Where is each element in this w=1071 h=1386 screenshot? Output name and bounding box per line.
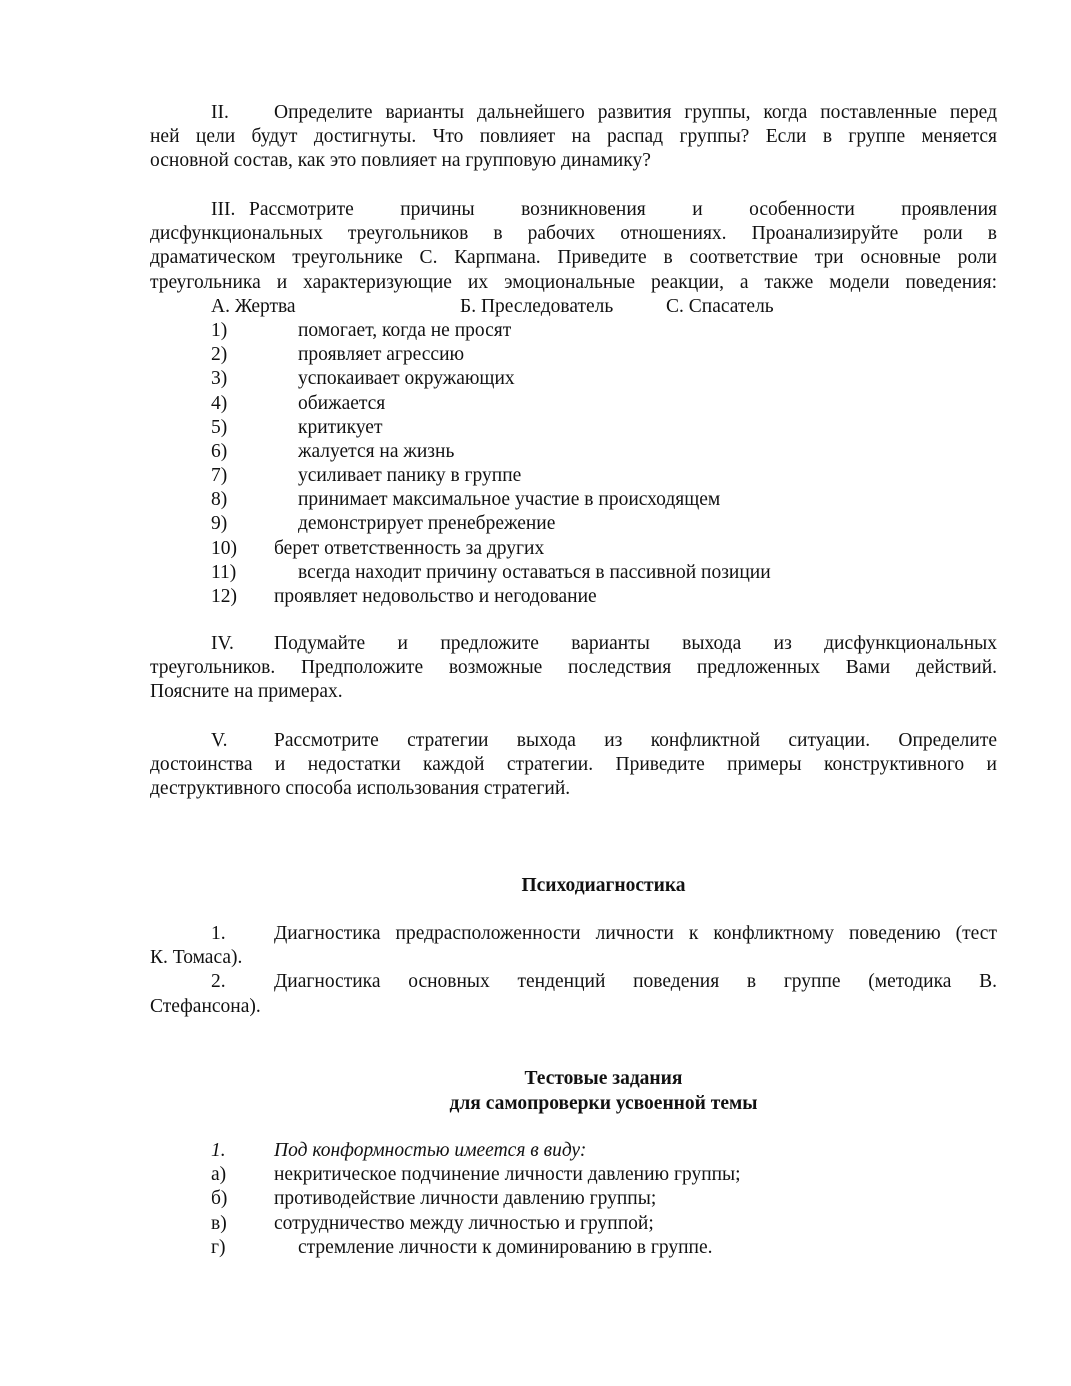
section-ii-text-1: Определите варианты дальнейшего развития группы, когда поставленные перед [274,102,997,123]
section-iii-text-3: драматическом треугольнике С. Карпмана. Приведите в соответствие три основные роли [150,247,997,269]
behavior-item-text: берет ответственность за других [274,537,545,559]
section-iii [150,198,997,609]
behavior-item [150,343,997,367]
section-ii-text-2: ней цели будут достигнуты. Что повлияет на распад группы? Если в группе меняется [150,126,997,148]
behavior-item-number: 10) [211,537,237,559]
tests-question [150,1139,997,1260]
section-v-line-1 [150,729,997,753]
behavior-item [150,440,997,464]
behavior-item-text: жалуется на жизнь [298,440,455,462]
psychodiagnostics-heading: Психодиагностика [521,875,686,896]
behavior-item-number: 7) [211,465,228,487]
answer-option [150,1236,997,1260]
behavior-item-text: критикует [298,416,383,438]
section-iii-text-4: треугольника и характеризующие их эмоциональные реакции, а также модели поведения: [150,271,997,293]
behavior-item-text: помогает, когда не просят [298,319,512,341]
behavior-item [150,561,997,585]
section-iv-text-2: треугольников. Предположите возможные последствия предложенных Вами действий. [150,657,997,679]
section-iv-text-1: Подумайте и предложите варианты выхода из дисфункциональных [274,633,997,654]
behavior-item-text: обижается [298,392,386,414]
psychodiagnostics-list [150,922,997,1019]
role-persecutor: Б. Преследователь [460,295,614,317]
answer-option [150,1163,997,1187]
section-v [150,729,997,802]
tests-heading-line-2: для самопроверки усвоенной темы [449,1093,758,1114]
question-text: Под конформностью имеется в виду: [274,1140,587,1161]
section-ii-line-1 [150,101,997,125]
answer-option-text: сотрудничество между личностью и группой; [274,1212,654,1234]
role-rescuer: С. Спасатель [666,295,774,317]
question-number: 1. [211,1140,226,1161]
behavior-item-number: 2) [211,344,228,366]
answer-option [150,1187,997,1211]
behavior-item [150,585,997,609]
behavior-item [150,512,997,536]
behavior-item-text: успокаивает окружающих [298,368,515,390]
role-victim: А. Жертва [211,295,296,317]
diag-item-2-line-1 [150,970,997,994]
answer-option-text: некритическое подчинение личности давлению группы; [274,1164,741,1186]
section-ii-number: II. [211,102,229,123]
behavior-item-text: принимает максимальное участие в происходящем [298,489,721,511]
behavior-item-text: усиливает панику в группе [298,465,522,487]
roles-row [150,295,997,319]
behavior-item [150,488,997,512]
answer-option-text: стремление личности к доминированию в группе. [298,1236,713,1258]
behavior-item-number: 12) [211,586,237,608]
behavior-item [150,367,997,391]
section-iii-text-1: Рассмотрите причины возникновения и особенности проявления [249,199,997,220]
behavior-item-number: 1) [211,319,228,341]
diag-item-1-text-1: Диагностика предрасположенности личности к конфликтному поведению (тест [274,923,997,944]
behavior-item [150,537,997,561]
diag-item-2-text-2: Стефансона). [150,995,261,1017]
answer-option-text: противодействие личности давлению группы; [274,1188,657,1210]
answer-option [150,1212,997,1236]
behavior-item-text: демонстрирует пренебрежение [298,513,556,535]
behavior-item-number: 3) [211,368,228,390]
section-v-number: V. [211,730,228,751]
behavior-item-number: 11) [211,561,237,583]
answer-option-letter: б) [211,1188,228,1210]
behavior-item-number: 5) [211,416,228,438]
question-row [150,1139,997,1163]
section-iii-number: III. [211,199,236,220]
diag-item-1-text-2: К. Томаса). [150,947,243,969]
behavior-item [150,392,997,416]
diag-item-1-line-1 [150,922,997,946]
diag-item-1-number: 1. [211,923,226,944]
section-ii [150,101,997,174]
section-iv-text-3: Поясните на примерах. [150,681,343,703]
section-iv-line-1 [150,632,997,656]
answer-option-letter: а) [211,1164,227,1186]
section-iv [150,632,997,705]
section-v-text-2: достоинства и недостатки каждой стратегии. Приведите примеры конструктивного и [150,754,997,776]
section-iii-line-1 [150,198,997,222]
behavior-item [150,319,997,343]
behavior-list [150,319,997,609]
answer-option-letter: в) [211,1212,227,1234]
section-iii-text-2: дисфункциональных треугольников в рабочих отношениях. Проанализируйте роли в [150,223,997,245]
behavior-item-number: 4) [211,392,228,414]
section-v-text-3: деструктивного способа использования стратегий. [150,778,571,800]
behavior-item-number: 6) [211,440,228,462]
tests-heading-line-1: Тестовые задания [524,1068,683,1089]
section-v-text-1: Рассмотрите стратегии выхода из конфликтной ситуации. Определите [274,730,997,751]
diag-item-2-number: 2. [211,971,226,993]
section-iv-number: IV. [211,633,234,654]
behavior-item [150,416,997,440]
behavior-item [150,464,997,488]
answer-option-letter: г) [211,1236,226,1258]
behavior-item-text: проявляет недовольство и негодование [274,586,597,608]
diag-item-2-text-1: Диагностика основных тенденций поведения в группе (методика В. [274,971,997,993]
answer-options [150,1163,997,1260]
behavior-item-number: 8) [211,489,228,511]
behavior-item-text: всегда находит причину оставаться в пассивной позиции [298,561,771,583]
behavior-item-number: 9) [211,513,228,535]
behavior-item-text: проявляет агрессию [298,344,465,366]
section-ii-text-3: основной состав, как это повлияет на групповую динамику? [150,150,651,172]
